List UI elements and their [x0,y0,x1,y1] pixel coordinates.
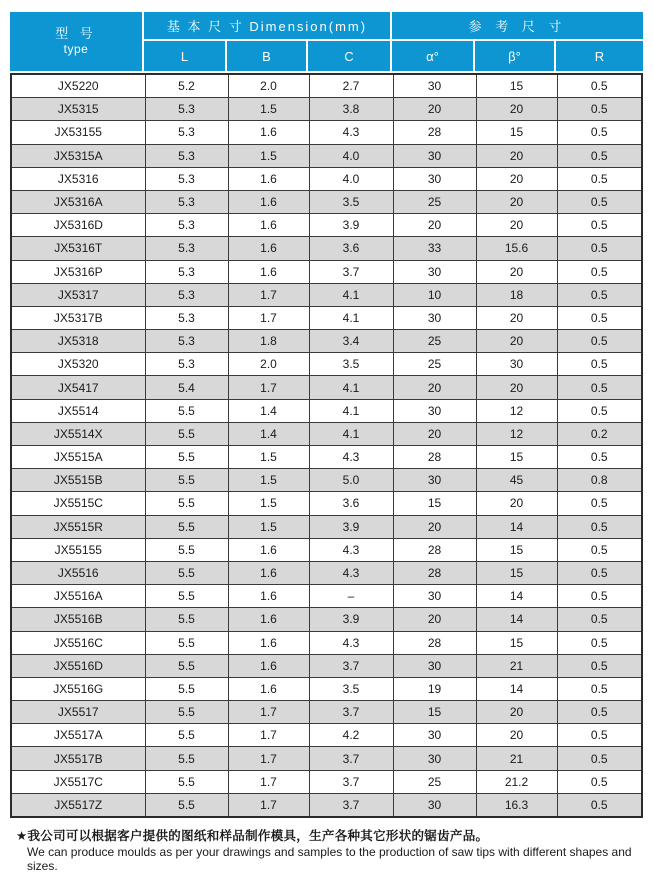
type-cell: JX5515C [11,492,145,515]
value-cell: 1.6 [228,214,309,237]
value-cell: 4.3 [309,631,393,654]
value-cell: 14 [476,608,557,631]
value-cell: 1.5 [228,98,309,121]
value-cell: – [309,585,393,608]
value-cell: 4.1 [309,306,393,329]
type-cell: JX5317 [11,283,145,306]
value-cell: 5.3 [145,121,228,144]
value-cell: 5.3 [145,98,228,121]
value-cell: 30 [393,167,476,190]
type-cell: JX5515R [11,515,145,538]
value-cell: 3.5 [309,190,393,213]
value-cell: 0.5 [557,770,642,793]
value-cell: 4.3 [309,121,393,144]
table-row [11,74,642,98]
spec-table [10,12,643,818]
value-cell: 21 [476,747,557,770]
type-cell: JX5517B [11,747,145,770]
value-cell: 30 [393,654,476,677]
value-cell: 5.3 [145,330,228,353]
value-cell: 5.4 [145,376,228,399]
value-cell: 15.6 [476,237,557,260]
value-cell: 0.5 [557,237,642,260]
table-row [11,98,642,121]
value-cell: 1.7 [228,770,309,793]
type-cell: JX5515B [11,469,145,492]
value-cell: 5.3 [145,167,228,190]
value-cell: 0.5 [557,561,642,584]
value-cell: 0.5 [557,353,642,376]
value-cell: 4.3 [309,446,393,469]
value-cell: 1.6 [228,631,309,654]
value-cell: 20 [476,306,557,329]
footer-note-zh: ★我公司可以根据客户提供的图纸和样品制作模具，生产各种其它形状的锯齿产品。 [16,829,489,843]
header-col-B: B [227,41,306,71]
type-cell: JX5517Z [11,793,145,817]
value-cell: 45 [476,469,557,492]
value-cell: 5.5 [145,469,228,492]
value-cell: 3.7 [309,260,393,283]
value-cell: 5.5 [145,631,228,654]
value-cell: 15 [476,631,557,654]
table-row [11,190,642,213]
table-row [11,422,642,445]
table-row [11,306,642,329]
table-row [11,237,642,260]
table-row [11,515,642,538]
value-cell: 0.5 [557,214,642,237]
value-cell: 1.7 [228,793,309,817]
value-cell: 3.9 [309,214,393,237]
value-cell: 30 [393,74,476,98]
value-cell: 4.3 [309,561,393,584]
header-col-alpha: α° [392,41,473,71]
value-cell: 30 [393,724,476,747]
value-cell: 0.2 [557,422,642,445]
value-cell: 3.4 [309,330,393,353]
value-cell: 5.3 [145,214,228,237]
table-row [11,585,642,608]
value-cell: 5.5 [145,608,228,631]
value-cell: 1.4 [228,399,309,422]
table-row [11,608,642,631]
value-cell: 28 [393,121,476,144]
header-col-L: L [144,41,225,71]
type-cell: JX5316 [11,167,145,190]
value-cell: 5.5 [145,677,228,700]
table-row [11,631,642,654]
value-cell: 25 [393,353,476,376]
header-col-C: C [308,41,390,71]
value-cell: 28 [393,561,476,584]
value-cell: 12 [476,399,557,422]
type-cell: JX5515A [11,446,145,469]
value-cell: 1.7 [228,283,309,306]
value-cell: 1.6 [228,677,309,700]
value-cell: 20 [476,701,557,724]
value-cell: 5.5 [145,515,228,538]
value-cell: 5.5 [145,492,228,515]
table-row [11,353,642,376]
value-cell: 0.5 [557,515,642,538]
header-col-beta: β° [475,41,554,71]
value-cell: 0.5 [557,283,642,306]
type-cell: JX5516A [11,585,145,608]
value-cell: 1.5 [228,144,309,167]
value-cell: 4.1 [309,399,393,422]
value-cell: 5.5 [145,538,228,561]
value-cell: 0.5 [557,585,642,608]
type-cell: JX5516D [11,654,145,677]
value-cell: 5.5 [145,770,228,793]
value-cell: 3.7 [309,654,393,677]
value-cell: 0.5 [557,701,642,724]
value-cell: 0.5 [557,724,642,747]
value-cell: 20 [476,190,557,213]
table-row [11,446,642,469]
table-row [11,167,642,190]
footer-note-en: We can produce moulds as per your drawings and samples to the production of saw tips with different shapes and sizes. [27,844,632,873]
table-row [11,399,642,422]
value-cell: 20 [393,98,476,121]
value-cell: 1.6 [228,260,309,283]
value-cell: 33 [393,237,476,260]
value-cell: 1.5 [228,515,309,538]
value-cell: 0.5 [557,167,642,190]
value-cell: 0.5 [557,376,642,399]
value-cell: 2.0 [228,74,309,98]
table-row [11,469,642,492]
value-cell: 0.5 [557,747,642,770]
value-cell: 0.5 [557,492,642,515]
value-cell: 5.5 [145,701,228,724]
value-cell: 0.5 [557,654,642,677]
value-cell: 15 [393,492,476,515]
value-cell: 14 [476,677,557,700]
value-cell: 12 [476,422,557,445]
value-cell: 15 [476,446,557,469]
value-cell: 20 [476,260,557,283]
value-cell: 20 [476,376,557,399]
value-cell: 0.5 [557,306,642,329]
value-cell: 0.5 [557,608,642,631]
type-cell: JX53155 [11,121,145,144]
table-row [11,793,642,817]
value-cell: 0.5 [557,74,642,98]
value-cell: 20 [393,608,476,631]
value-cell: 5.5 [145,585,228,608]
value-cell: 28 [393,446,476,469]
value-cell: 5.3 [145,353,228,376]
value-cell: 5.5 [145,446,228,469]
value-cell: 30 [393,306,476,329]
value-cell: 0.5 [557,121,642,144]
value-cell: 1.7 [228,724,309,747]
value-cell: 3.9 [309,515,393,538]
table-header [10,12,643,71]
value-cell: 30 [393,144,476,167]
value-cell: 25 [393,770,476,793]
value-cell: 25 [393,190,476,213]
value-cell: 5.5 [145,747,228,770]
type-cell: JX5318 [11,330,145,353]
type-cell: JX5516 [11,561,145,584]
value-cell: 3.7 [309,747,393,770]
value-cell: 0.5 [557,538,642,561]
table-row [11,330,642,353]
table-row [11,376,642,399]
table-row [11,538,642,561]
value-cell: 0.8 [557,469,642,492]
table-row [11,492,642,515]
type-cell: JX5316P [11,260,145,283]
value-cell: 4.1 [309,283,393,306]
value-cell: 4.2 [309,724,393,747]
table-row [11,561,642,584]
footer-note [16,829,641,873]
value-cell: 28 [393,631,476,654]
value-cell: 20 [476,724,557,747]
value-cell: 1.6 [228,237,309,260]
type-cell: JX5315A [11,144,145,167]
table-row [11,121,642,144]
value-cell: 4.1 [309,376,393,399]
value-cell: 20 [476,98,557,121]
value-cell: 0.5 [557,677,642,700]
value-cell: 30 [393,793,476,817]
type-cell: JX5516C [11,631,145,654]
value-cell: 1.5 [228,492,309,515]
value-cell: 4.0 [309,144,393,167]
value-cell: 2.0 [228,353,309,376]
value-cell: 20 [476,330,557,353]
value-cell: 1.7 [228,701,309,724]
value-cell: 5.3 [145,190,228,213]
table-body [11,74,642,817]
value-cell: 5.5 [145,399,228,422]
header-col-R: R [556,41,643,71]
table-row [11,260,642,283]
value-cell: 5.3 [145,260,228,283]
table-row [11,654,642,677]
value-cell: 0.5 [557,190,642,213]
value-cell: 15 [476,538,557,561]
value-cell: 0.5 [557,330,642,353]
table-row [11,770,642,793]
value-cell: 1.5 [228,446,309,469]
value-cell: 0.5 [557,260,642,283]
value-cell: 25 [393,330,476,353]
value-cell: 4.3 [309,538,393,561]
type-cell: JX5316T [11,237,145,260]
value-cell: 4.1 [309,422,393,445]
type-cell: JX55155 [11,538,145,561]
header-type-column [10,12,142,71]
value-cell: 1.7 [228,306,309,329]
value-cell: 3.6 [309,492,393,515]
value-cell: 10 [393,283,476,306]
value-cell: 14 [476,515,557,538]
value-cell: 30 [393,747,476,770]
value-cell: 1.6 [228,538,309,561]
value-cell: 5.3 [145,306,228,329]
value-cell: 3.8 [309,98,393,121]
value-cell: 1.4 [228,422,309,445]
type-cell: JX5516B [11,608,145,631]
value-cell: 0.5 [557,399,642,422]
type-cell: JX5517 [11,701,145,724]
value-cell: 3.7 [309,770,393,793]
value-cell: 15 [476,74,557,98]
value-cell: 5.5 [145,724,228,747]
header-type-label-en: type [63,42,89,57]
value-cell: 30 [393,399,476,422]
spec-data-grid [10,73,643,818]
header-group-dimension: 基 本 尺 寸 Dimension(mm) [144,12,390,39]
type-cell: JX5315 [11,98,145,121]
type-cell: JX5514X [11,422,145,445]
value-cell: 2.7 [309,74,393,98]
value-cell: 20 [476,214,557,237]
value-cell: 1.7 [228,376,309,399]
header-type-label-zh: 型 号 [55,25,97,41]
value-cell: 20 [393,214,476,237]
value-cell: 30 [393,585,476,608]
value-cell: 3.7 [309,793,393,817]
value-cell: 15 [476,121,557,144]
type-cell: JX5316A [11,190,145,213]
value-cell: 1.6 [228,608,309,631]
value-cell: 21 [476,654,557,677]
value-cell: 5.2 [145,74,228,98]
table-row [11,144,642,167]
value-cell: 20 [393,515,476,538]
value-cell: 16.3 [476,793,557,817]
value-cell: 18 [476,283,557,306]
value-cell: 1.6 [228,654,309,677]
type-cell: JX5417 [11,376,145,399]
value-cell: 30 [476,353,557,376]
type-cell: JX5317B [11,306,145,329]
value-cell: 3.9 [309,608,393,631]
value-cell: 5.3 [145,283,228,306]
value-cell: 5.5 [145,422,228,445]
value-cell: 1.6 [228,121,309,144]
table-row [11,724,642,747]
value-cell: 20 [476,167,557,190]
table-row [11,283,642,306]
value-cell: 0.5 [557,793,642,817]
value-cell: 1.6 [228,561,309,584]
type-cell: JX5220 [11,74,145,98]
value-cell: 1.6 [228,167,309,190]
value-cell: 30 [393,260,476,283]
value-cell: 20 [393,422,476,445]
value-cell: 5.5 [145,561,228,584]
value-cell: 4.0 [309,167,393,190]
table-row [11,701,642,724]
value-cell: 5.3 [145,144,228,167]
value-cell: 3.6 [309,237,393,260]
value-cell: 1.5 [228,469,309,492]
table-row [11,677,642,700]
value-cell: 14 [476,585,557,608]
value-cell: 20 [476,492,557,515]
value-cell: 20 [393,376,476,399]
value-cell: 0.5 [557,144,642,167]
value-cell: 0.5 [557,98,642,121]
value-cell: 30 [393,469,476,492]
table-row [11,214,642,237]
value-cell: 20 [476,144,557,167]
type-cell: JX5516G [11,677,145,700]
value-cell: 0.5 [557,446,642,469]
type-cell: JX5517A [11,724,145,747]
value-cell: 3.5 [309,677,393,700]
value-cell: 1.8 [228,330,309,353]
value-cell: 3.7 [309,701,393,724]
value-cell: 5.0 [309,469,393,492]
value-cell: 19 [393,677,476,700]
value-cell: 3.5 [309,353,393,376]
value-cell: 15 [393,701,476,724]
value-cell: 0.5 [557,631,642,654]
value-cell: 21.2 [476,770,557,793]
value-cell: 5.5 [145,654,228,677]
value-cell: 15 [476,561,557,584]
type-cell: JX5320 [11,353,145,376]
header-group-reference: 参 考 尺 寸 [392,12,643,39]
type-cell: JX5517C [11,770,145,793]
value-cell: 1.6 [228,585,309,608]
type-cell: JX5316D [11,214,145,237]
value-cell: 5.5 [145,793,228,817]
value-cell: 1.7 [228,747,309,770]
value-cell: 28 [393,538,476,561]
value-cell: 5.3 [145,237,228,260]
type-cell: JX5514 [11,399,145,422]
table-row [11,747,642,770]
value-cell: 1.6 [228,190,309,213]
